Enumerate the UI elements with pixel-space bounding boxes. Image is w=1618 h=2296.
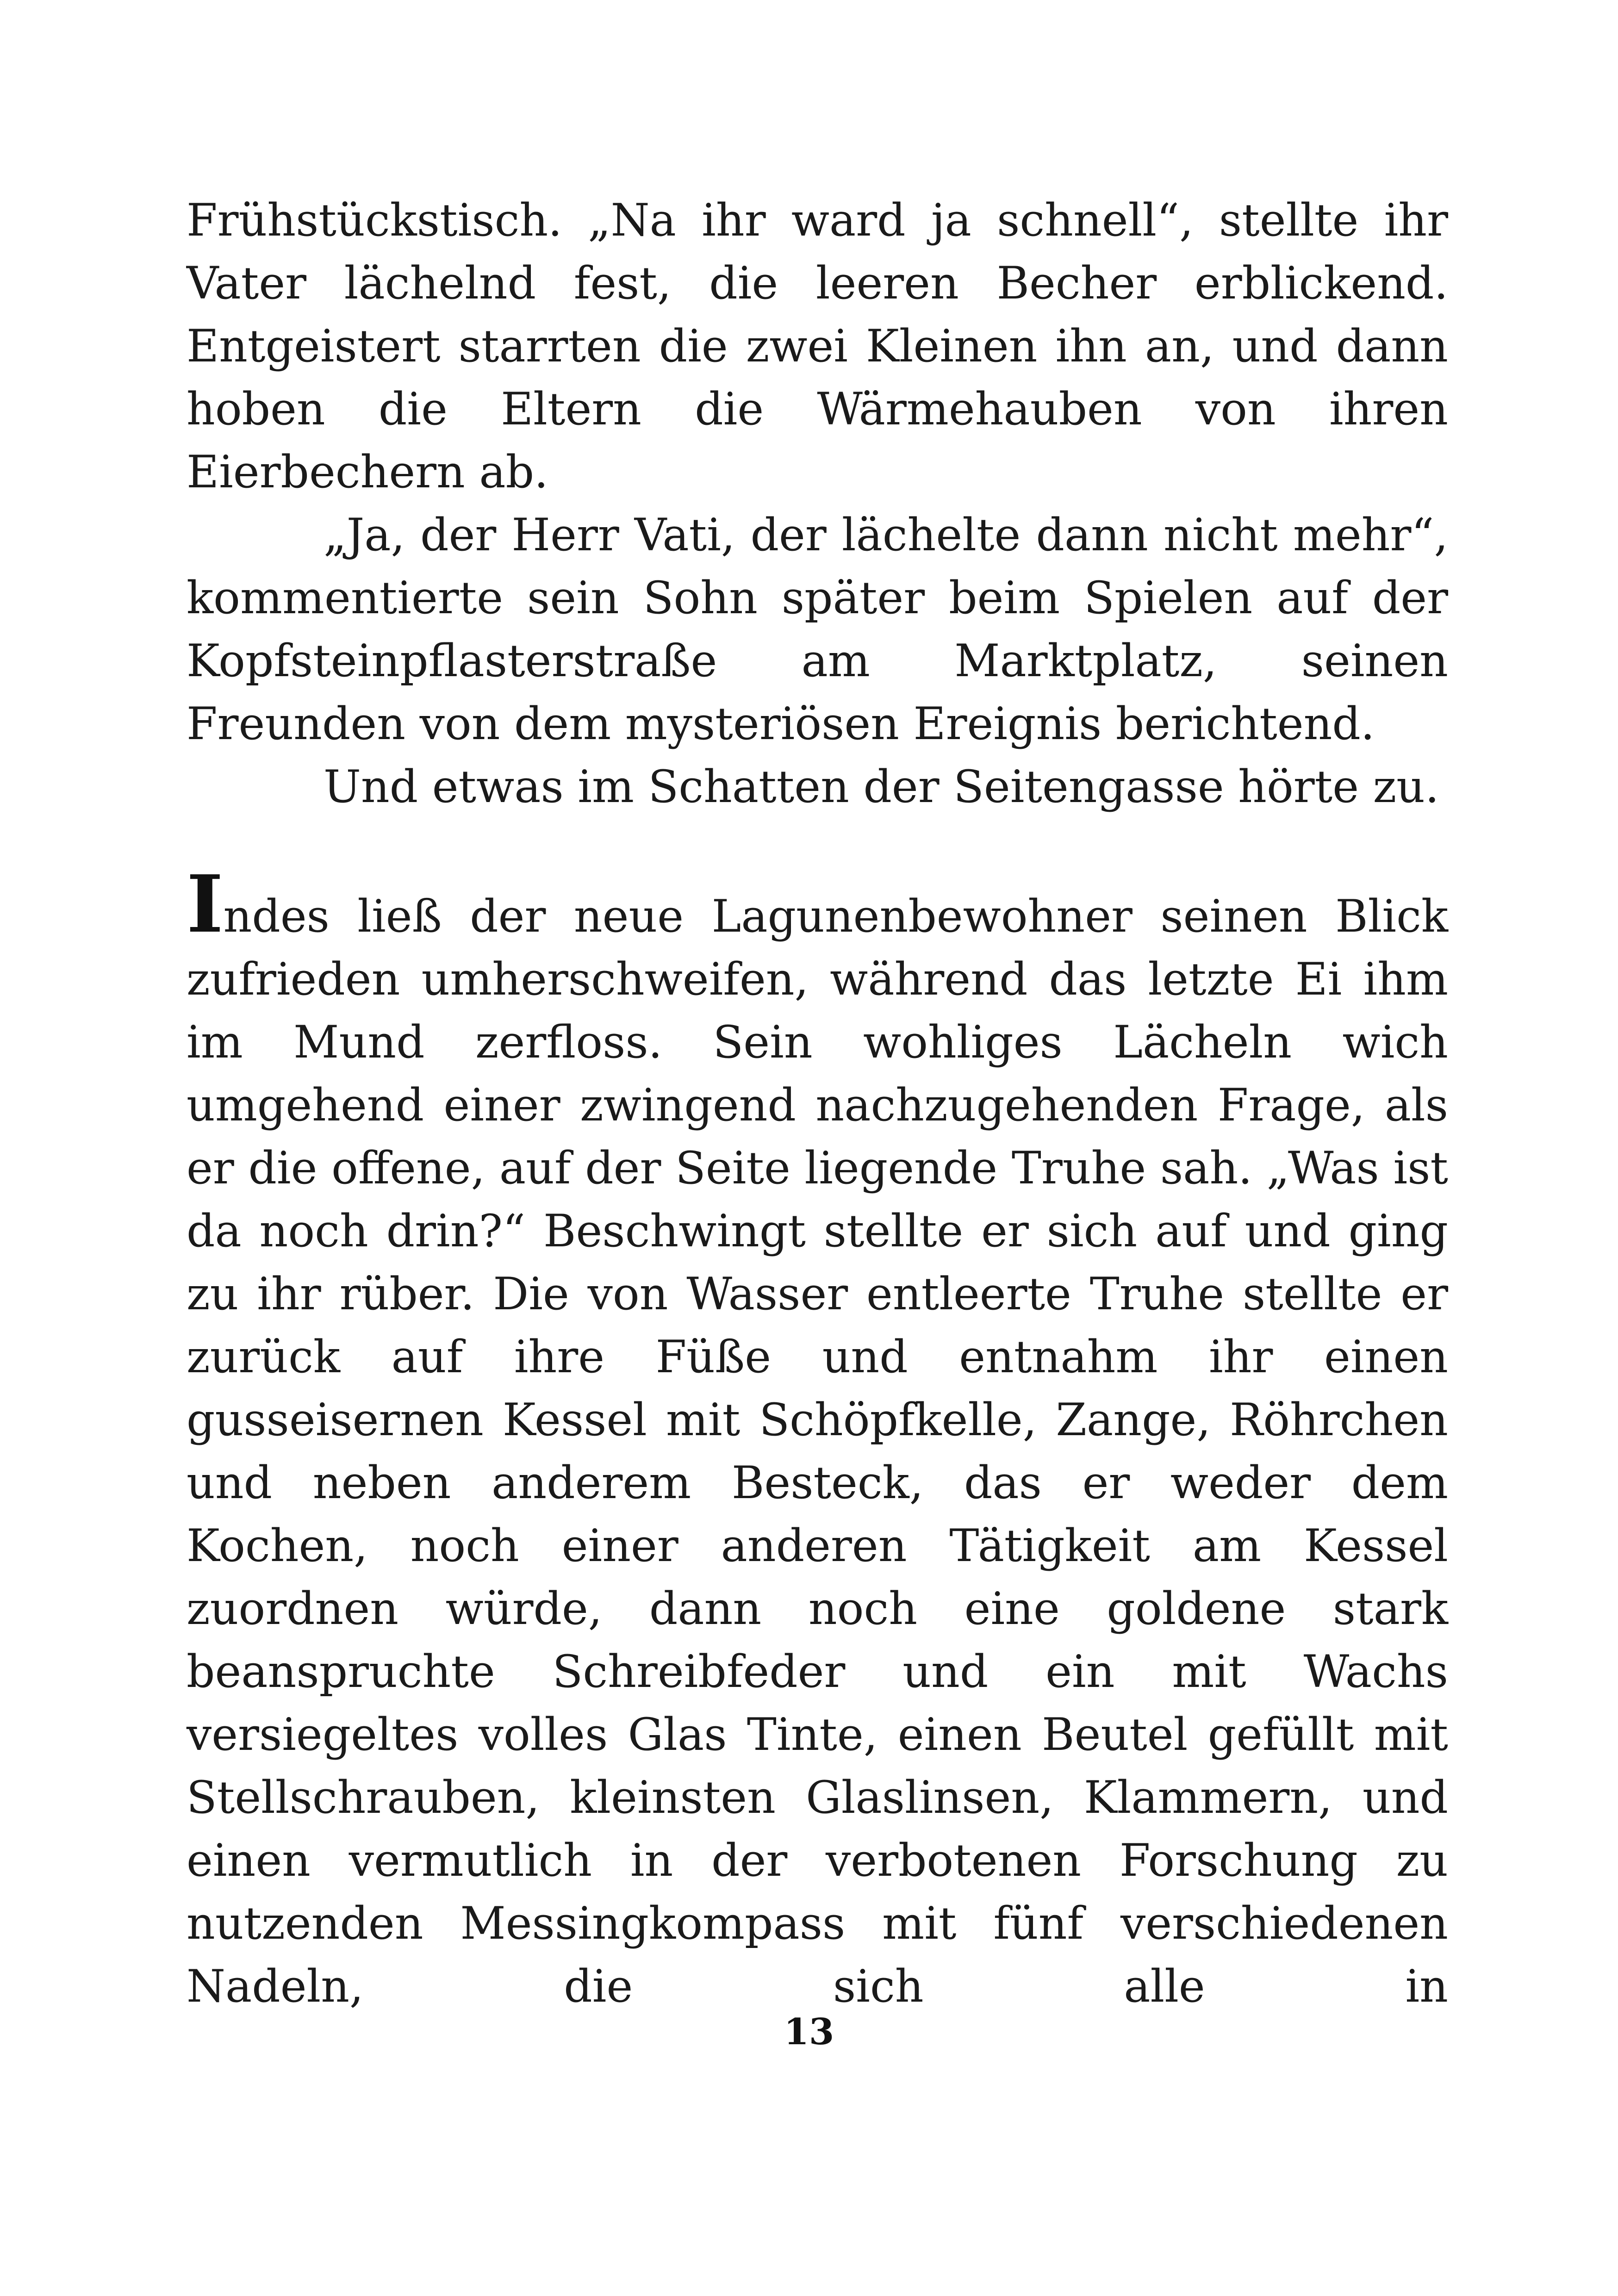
drop-cap-letter: I — [187, 858, 224, 951]
paragraph-lagoon — [187, 858, 1448, 2018]
paragraph-lagoon-text: ndes ließ der neue Lagunenbewohner seinen Blick zufrieden umherschweifen, während das letzte Ei ihm im Mund zerfloss. Sein wohliges Lächeln wich umgehend einer zwingend nachzugehenden Frage, als er die offene, auf der Seite liegende Truhe sah. „Was ist da noch drin?“ Beschwingt stellte er sich auf und ging zu ihr rüber. Die von Wasser entleerte Truhe stellte er zurück auf ihre Füße und entnahm ihr einen gusseisernen Kessel mit Schöpfkelle, Zange, Röhrchen und neben anderem Besteck, das er weder dem Kochen, noch einer anderen Tätigkeit am Kessel zuordnen würde, dann noch eine goldene stark beanspruchte Schreibfeder und ein mit Wachs versiegeltes volles Glas Tinte, einen Beutel gefüllt mit Stellschrauben, kleinsten Glaslinsen, Klammern, und einen vermutlich in der verbotenen Forschung zu nutzenden Messingkompass mit fünf verschiedenen Nadeln, die sich alle in — [187, 890, 1448, 2012]
text-section-lagoon — [187, 858, 1448, 2018]
paragraph-breakfast: Frühstückstisch. „Na ihr ward ja schnell“, stellte ihr Vater lächelnd fest, die leeren Becher erblickend. Entgeistert starrten die zwei Kleinen ihn an, und dann hoben die Eltern die Wärmehauben von ihren Eierbechern ab. — [187, 194, 1448, 498]
text-section-top — [187, 189, 1448, 818]
paragraph-father-quote: „Ja, der Herr Vati, der lächelte dann nicht mehr“, kommentierte sein Sohn später beim Spielen auf der Kopfsteinpflasterstraße am Marktplatz, seinen Freunden von dem mysteriösen Ereignis berichtend. — [187, 509, 1448, 750]
page-number: 13 — [784, 2011, 834, 2053]
paragraph-shadow: Und etwas im Schatten der Seitengasse hörte zu. — [324, 761, 1439, 813]
